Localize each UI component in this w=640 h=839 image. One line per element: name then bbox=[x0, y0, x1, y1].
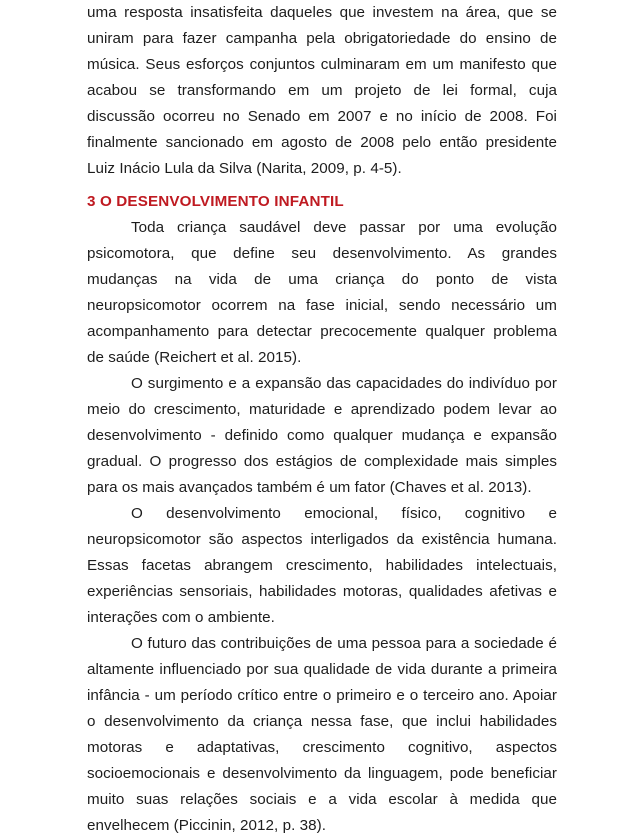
paragraph-futuro-contribuicoes: O futuro das contribuições de uma pessoa para a sociedade é altamente influenciado por sua qualidade de vida durante a primeira infância - um período crítico entre o primeiro e o terceiro ano. Apoiar o desenvolvimento da criança nessa fase, que inclui habilidades motoras e adaptativas, crescimento cognitivo, aspectos socioemocionais e desenvolvimento da linguagem, pode beneficiar muito suas relações sociais e a vida escolar à medida que envelhecem (Piccinin, 2012, p. 38). bbox=[87, 635, 557, 834]
paragraph-desenvolvimento-aspectos: O desenvolvimento emocional, físico, cognitivo e neuropsicomotor são aspectos interligados da existência humana. Essas facetas abrangem crescimento, habilidades intelectuais, experiências sensoriais, habilidades motoras, qualidades afetivas e interações com o ambiente. bbox=[87, 505, 557, 626]
section-heading-block bbox=[87, 189, 557, 215]
paragraph-surgimento-expansao: O surgimento e a expansão das capacidades do indivíduo por meio do crescimento, maturidade e aprendizado podem levar ao desenvolvimento - definido como qualquer mudança e expansão gradual. O progresso dos estágios de complexidade mais simples para os mais avançados também é um fator (Chaves et al. 2013). bbox=[87, 375, 557, 496]
paragraph-evolucao-psicomotora: Toda criança saudável deve passar por uma evolução psicomotora, que define seu desenvolvimento. As grandes mudanças na vida de uma criança do ponto de vista neuropsicomotor ocorrem na fase inicial, sendo necessário um acompanhamento para detectar precocemente qualquer problema de saúde (Reichert et al. 2015). bbox=[87, 219, 557, 366]
section-heading-3: 3 O DESENVOLVIMENTO INFANTIL bbox=[87, 193, 344, 210]
paragraph-continuation-musica: uma resposta insatisfeita daqueles que investem na área, que se uniram para fazer campanha pela obrigatoriedade do ensino de música. Seus esforços conjuntos culminaram em um manifesto que acabou se transformando em um projeto de lei formal, cuja discussão ocorreu no Senado em 2007 e no início de 2008. Foi finalmente sancionado em agosto de 2008 pelo então presidente Luiz Inácio Lula da Silva (Narita, 2009, p. 4-5). bbox=[87, 4, 557, 177]
text-column bbox=[87, 0, 557, 839]
